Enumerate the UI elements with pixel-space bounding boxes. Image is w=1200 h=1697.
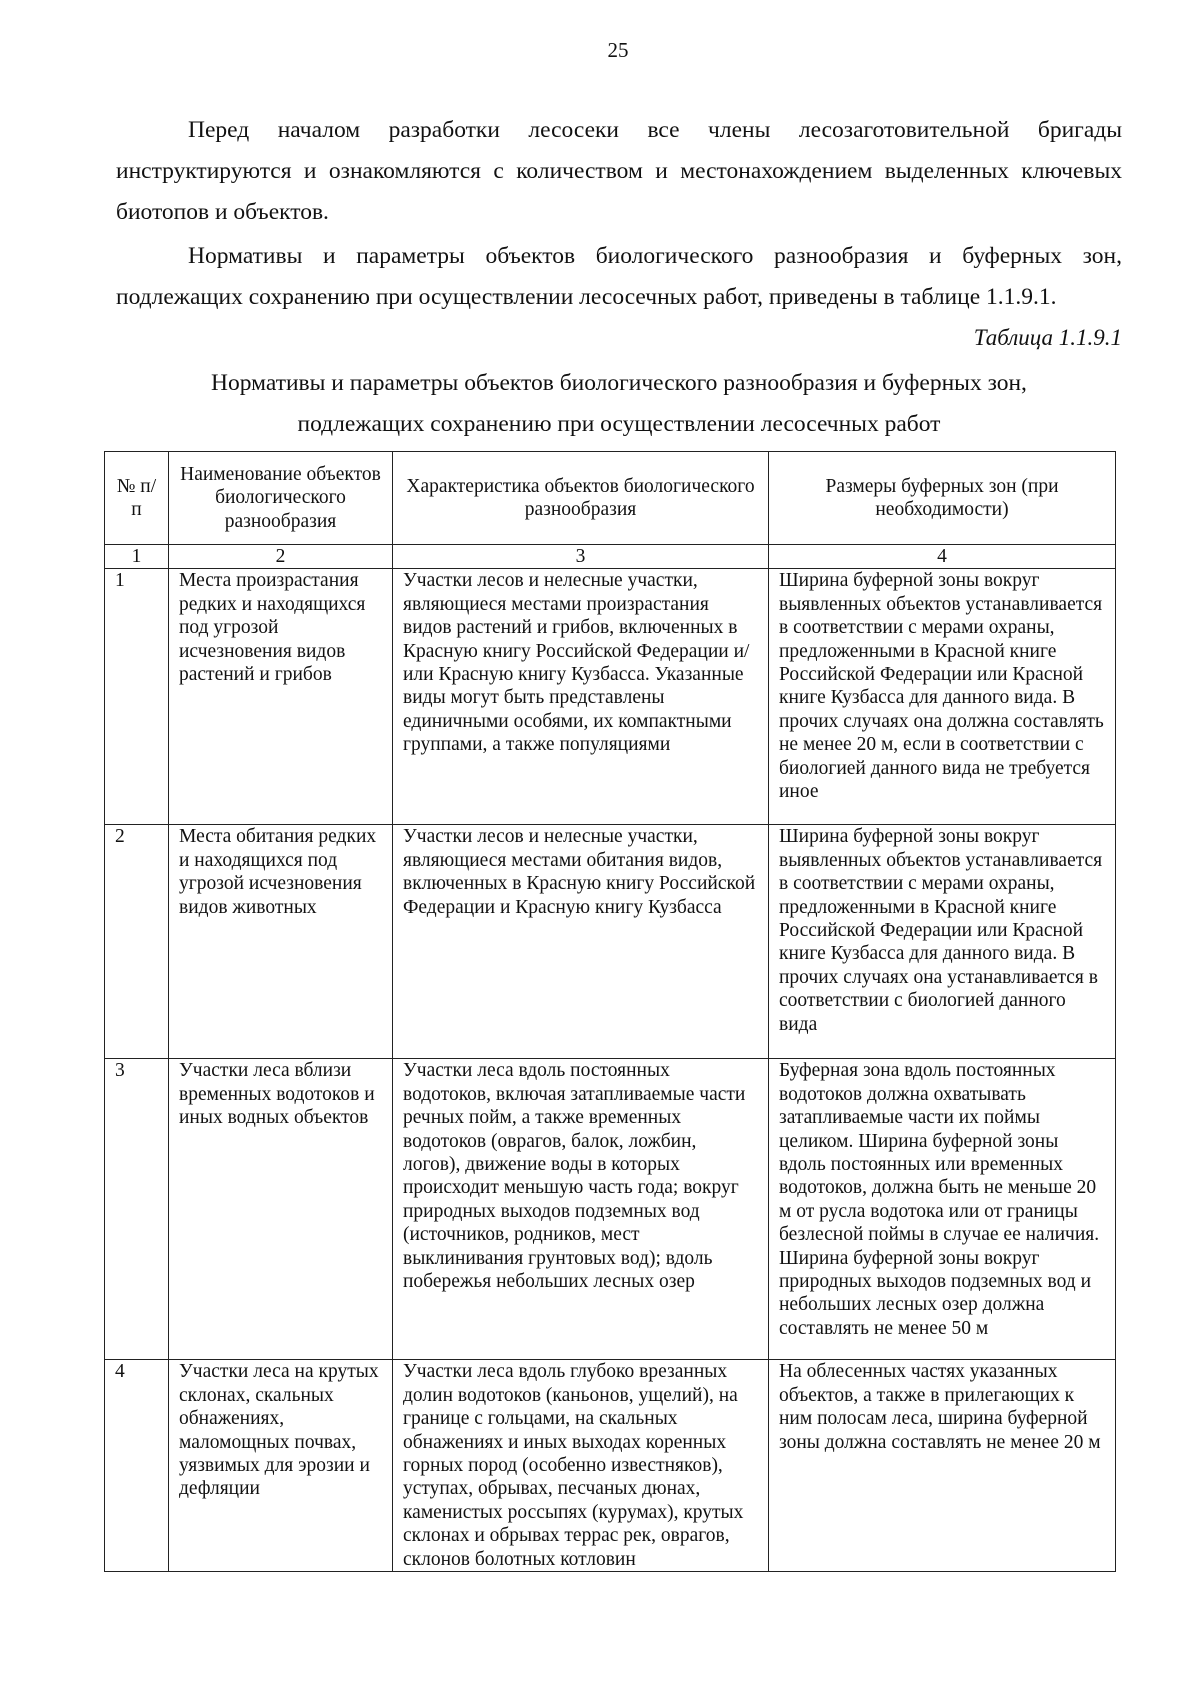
table-title-line-1: Нормативы и параметры объектов биологического разнообразия и буферных зон, [211,370,1027,396]
row-object-name: Участки леса на крутых склонах, скальных обнажениях, маломощных почвах, уязвимых для эрозии и дефляции [169,1360,393,1572]
column-number: 2 [169,545,393,569]
reference-paragraph: Нормативы и параметры объектов биологического разнообразия и буферных зон, подлежащих сохранению при осуществлении лесосечных работ, приведены в таблице 1.1.9.1. [116,243,1122,310]
row-number: 2 [105,825,169,1059]
column-number: 3 [393,545,769,569]
row-number: 4 [105,1360,169,1572]
header-number: № п/п [105,452,169,545]
page-number: 25 [607,38,629,62]
table-caption: Таблица 1.1.9.1 [973,325,1122,350]
row-buffer-size: Буферная зона вдоль постоянных водотоков должна охватывать затапливаемые части их поймы целиком. Ширина буферной зоны вдоль постоянных или временных водотоков, должна быть не меньше 20 м от русла водотока или от границы безлесной поймы в случае ее наличия. Ширина буферной зоны вокруг природных выходов подземных вод и небольших лесных озер должна составлять не менее 50 м [769,1059,1116,1360]
row-characteristic: Участки леса вдоль глубоко врезанных долин водотоков (каньонов, ущелий), на границе с гольцами, на скальных обнажениях и иных выходах коренных горных пород (особенно известняков), уступах, обрывах, песчаных дюнах, каменистых россыпях (курумах), крутых склонах и обрывах террас рек, оврагов, склонов болотных котловин [393,1360,769,1572]
column-number: 1 [105,545,169,569]
table-row [105,1360,1116,1572]
header-characteristic: Характеристика объектов биологического разнообразия [393,452,769,545]
column-number-row [105,545,1116,569]
table-row [105,569,1116,825]
row-characteristic: Участки лесов и нелесные участки, являющиеся местами обитания видов, включенных в Красную книгу Российской Федерации и Красную книгу Кузбасса [393,825,769,1059]
row-object-name: Места обитания редких и находящихся под угрозой исчезновения видов животных [169,825,393,1059]
biodiversity-table [104,451,1116,1572]
row-object-name: Участки леса вблизи временных водотоков и иных водных объектов [169,1059,393,1360]
table-title [116,363,1122,445]
row-number: 1 [105,569,169,825]
header-object-name: Наименование объектов биологического разнообразия [169,452,393,545]
row-buffer-size: Ширина буферной зоны вокруг выявленных объектов устанавливается в соответствии с мерами охраны, предложенными в Красной книге Российской Федерации или Красной книге Кузбасса для данного вида. В прочих случаях она устанавливается в соответствии с биологией данного вида [769,825,1116,1059]
row-buffer-size: На облесенных частях указанных объектов, а также в прилегающих к ним полосам леса, ширина буферной зоны должна составлять не менее 20 м [769,1360,1116,1572]
row-characteristic: Участки леса вдоль постоянных водотоков, включая затапливаемые части речных пойм, а также временных водотоков (оврагов, балок, ложбин, логов), движение воды в которых происходит меньшую часть года; вокруг природных выходов подземных вод (источников, родников, мест выклинивания грунтовых вод); вдоль побережья небольших лесных озер [393,1059,769,1360]
row-object-name: Места произрастания редких и находящихся под угрозой исчезновения видов растений и грибов [169,569,393,825]
header-buffer-size: Размеры буферных зон (при необходимости) [769,452,1116,545]
intro-paragraph: Перед началом разработки лесосеки все члены лесозаготовительной бригады инструктируются и ознакомляются с количеством и местонахождением выделенных ключевых биотопов и объектов. [116,117,1122,225]
table-row [105,1059,1116,1360]
table-header-row [105,452,1116,545]
table-row [105,825,1116,1059]
row-characteristic: Участки лесов и нелесные участки, являющиеся местами произрастания видов растений и грибов, включенных в Красную книгу Российской Федерации и/или Красную книгу Кузбасса. Указанные виды могут быть представлены единичными особями, их компактными группами, а также популяциями [393,569,769,825]
row-buffer-size: Ширина буферной зоны вокруг выявленных объектов устанавливается в соответствии с мерами охраны, предложенными в Красной книге Российской Федерации или Красной книге Кузбасса для данного вида. В прочих случаях она должна составлять не менее 20 м, если в соответствии с биологией данного вида не требуется иное [769,569,1116,825]
column-number: 4 [769,545,1116,569]
table-title-line-2: подлежащих сохранению при осуществлении лесосечных работ [297,411,941,437]
row-number: 3 [105,1059,169,1360]
